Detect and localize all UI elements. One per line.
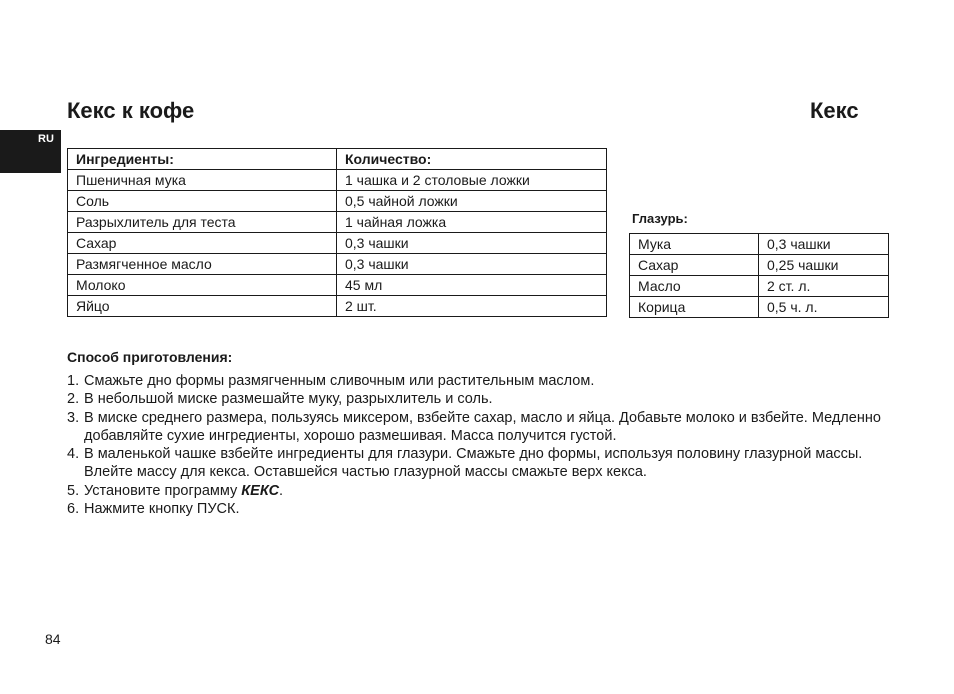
table-row: [68, 275, 607, 296]
list-item: [67, 409, 897, 446]
quantity-cell: 2 шт.: [337, 296, 607, 317]
ingredient-cell: Размягченное масло: [68, 254, 337, 275]
table-row: [68, 212, 607, 233]
page-number: 84: [45, 631, 61, 647]
table-row: [68, 296, 607, 317]
language-tab: RU: [0, 130, 61, 173]
ingredient-cell: Сахар: [68, 233, 337, 254]
glaze-quantity-cell: 2 ст. л.: [759, 276, 889, 297]
ingredients-header: Ингредиенты:: [68, 149, 337, 170]
quantity-cell: 0,5 чайной ложки: [337, 191, 607, 212]
page-title-coffee-cake: Кекс к кофе: [67, 98, 195, 123]
step-text: Установите программу: [84, 482, 242, 499]
glaze-ingredient-cell: Корица: [630, 297, 759, 318]
ingredient-cell: Соль: [68, 191, 337, 212]
step-number: 4.: [67, 446, 80, 463]
glaze-quantity-cell: 0,25 чашки: [759, 255, 889, 276]
step-number: 2.: [67, 391, 80, 408]
ingredient-cell: Молоко: [68, 275, 337, 296]
glaze-ingredient-cell: Масло: [630, 276, 759, 297]
table-row: [68, 170, 607, 191]
glaze-ingredient-cell: Мука: [630, 234, 759, 255]
table-row: [68, 233, 607, 254]
program-name: КЕКС: [241, 482, 280, 499]
glaze-label: Глазурь:: [632, 211, 688, 226]
list-item: [67, 482, 897, 500]
method-steps: [67, 372, 897, 518]
glaze-quantity-cell: 0,3 чашки: [759, 234, 889, 255]
ingredient-cell: Разрыхлитель для теста: [68, 212, 337, 233]
step-text: Смажьте дно формы размягченным сливочным или растительным маслом.: [84, 373, 595, 389]
quantity-cell: 45 мл: [337, 275, 607, 296]
table-row: [630, 234, 889, 255]
step-text-with-program: [84, 482, 897, 500]
step-number: 6.: [67, 501, 80, 518]
glaze-table: [629, 233, 889, 318]
ingredient-cell: Пшеничная мука: [68, 170, 337, 191]
list-item: [67, 372, 897, 390]
quantity-cell: 0,3 чашки: [337, 233, 607, 254]
step-number: 3.: [67, 409, 80, 426]
step-number: 1.: [67, 373, 80, 389]
table-row: [68, 191, 607, 212]
list-item: [67, 445, 897, 482]
quantity-cell: 1 чашка и 2 столовые ложки: [337, 170, 607, 191]
list-item: [67, 390, 897, 408]
page-title-cake: Кекс: [810, 98, 859, 123]
table-header-row: [68, 149, 607, 170]
step-text: В небольшой миске размешайте муку, разрыхлитель и соль.: [84, 391, 493, 408]
quantity-header: Количество:: [337, 149, 607, 170]
step-text: В миске среднего размера, пользуясь миксером, взбейте сахар, масло и яйца. Добавьте молоко и взбейте. Медленно добавляйте сухие ингредиенты, хорошо размешивая. Масса получится густой.: [84, 409, 881, 444]
step-text: Нажмите кнопку ПУСК.: [84, 501, 240, 518]
glaze-quantity-cell: 0,5 ч. л.: [759, 297, 889, 318]
step-number: 5.: [67, 482, 80, 499]
table-row: [630, 276, 889, 297]
ingredients-table: [67, 148, 607, 317]
quantity-cell: 1 чайная ложка: [337, 212, 607, 233]
table-row: [68, 254, 607, 275]
glaze-ingredient-cell: Сахар: [630, 255, 759, 276]
step-text: В маленькой чашке взбейте ингредиенты для глазури. Смажьте дно формы, используя половину глазурной массы. Влейте массу для кекса. Оставшейся частью глазурной массы смажьте верх кекса.: [84, 446, 863, 481]
method-title: Способ приготовления:: [67, 349, 233, 365]
quantity-cell: 0,3 чашки: [337, 254, 607, 275]
list-item: [67, 500, 897, 518]
ingredient-cell: Яйцо: [68, 296, 337, 317]
table-row: [630, 297, 889, 318]
table-row: [630, 255, 889, 276]
step-suffix: .: [279, 482, 284, 499]
